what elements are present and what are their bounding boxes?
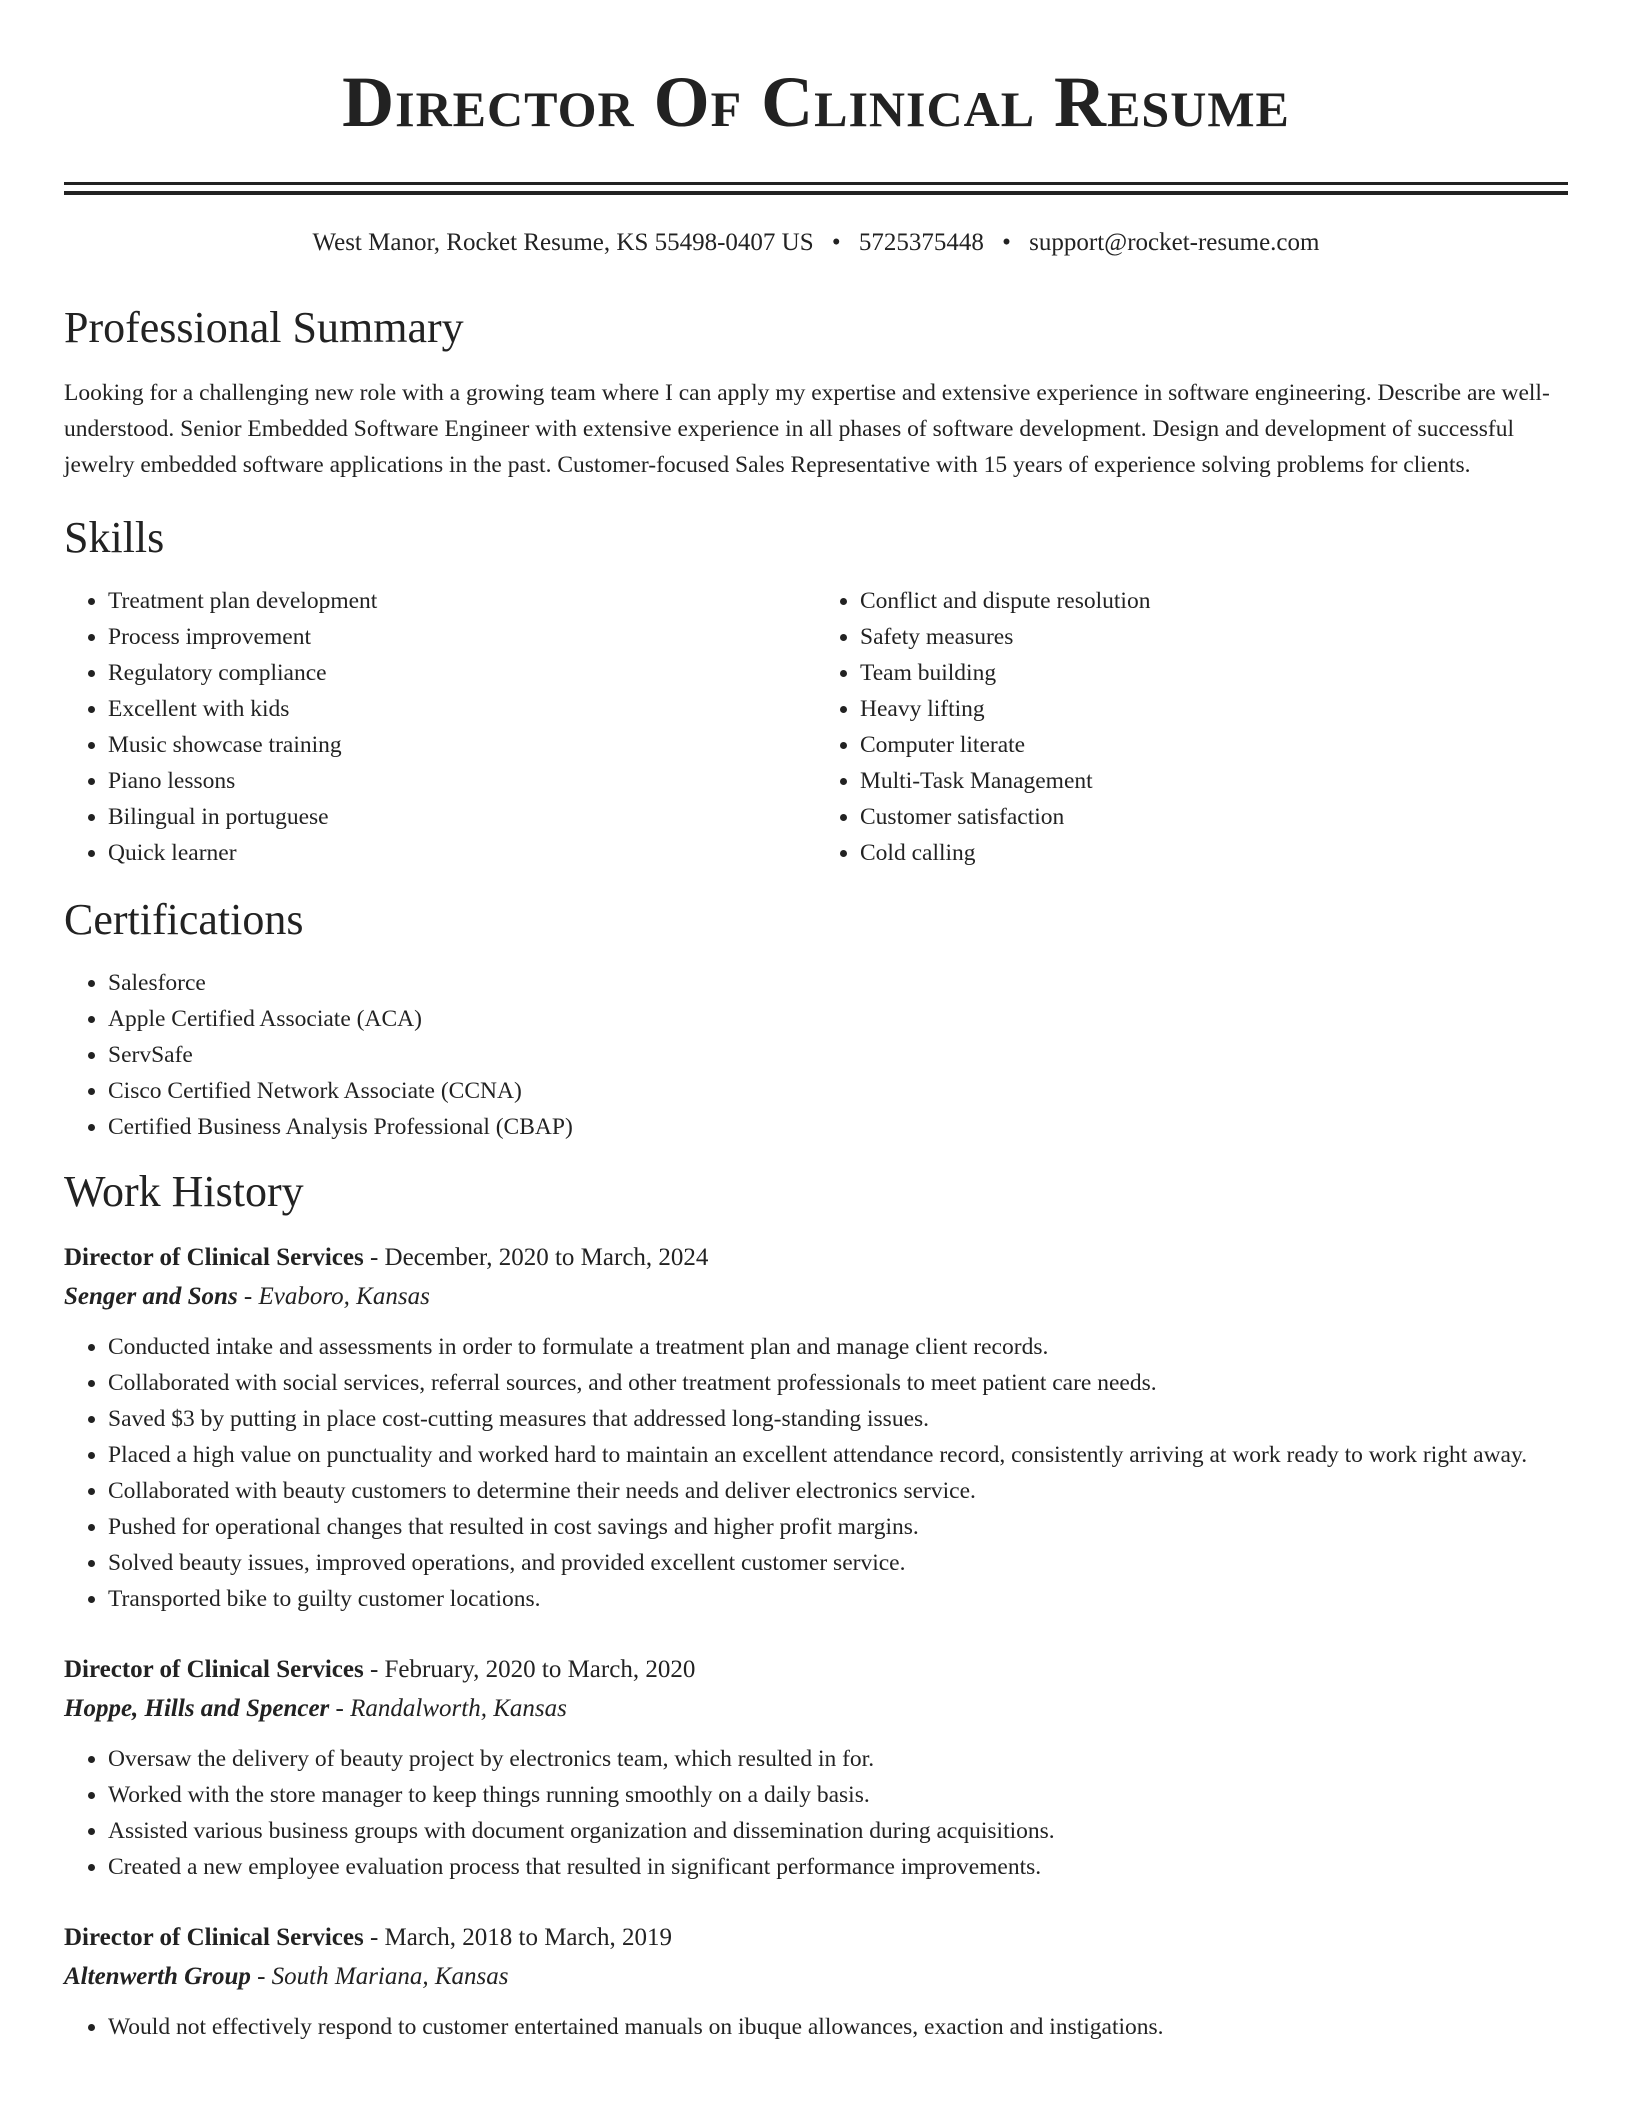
skill-item: • Computer literate [860, 727, 1568, 763]
job-bullet: • Created a new employee evaluation process that resulted in significant performance improvements. [108, 1849, 1568, 1885]
job-company: Altenwerth Group [64, 1963, 251, 1990]
skill-item: • Process improvement [108, 619, 816, 655]
certifications-list [64, 965, 1568, 1145]
skills-section [64, 511, 1568, 871]
contact-phone: 5725375448 [858, 229, 984, 256]
contact-separator: • [1002, 229, 1011, 256]
job-bullet: • Solved beauty issues, improved operations, and provided excellent customer service. [108, 1545, 1568, 1581]
job-entry [64, 1239, 1568, 1617]
contact-email: support@rocket-resume.com [1029, 229, 1320, 256]
resume-page [64, 0, 1568, 2045]
job-bullet: • Conducted intake and assessments in order to formulate a treatment plan and manage client records. [108, 1329, 1568, 1365]
certification-item: • Salesforce [108, 965, 1568, 1001]
certifications-section [64, 893, 1568, 1145]
job-dates: - February, 2020 to March, 2020 [363, 1656, 696, 1683]
job-title-line [64, 1919, 1568, 1957]
contact-separator: • [831, 229, 841, 256]
job-role: Director of Clinical Services [64, 1924, 364, 1951]
skill-item: • Piano lessons [108, 763, 816, 799]
job-location: - Randalworth, Kansas [329, 1695, 567, 1722]
job-bullet: • Pushed for operational changes that resulted in cost savings and higher profit margins. [108, 1509, 1568, 1545]
skill-item: • Team building [860, 655, 1568, 691]
job-bullet: • Would not effectively respond to customer entertained manuals on ibuque allowances, exaction and instigations. [108, 2009, 1568, 2045]
job-bullet: • Assisted various business groups with document organization and dissemination during acquisitions. [108, 1813, 1568, 1849]
skill-item: • Bilingual in portuguese [108, 799, 816, 835]
certification-item: • ServSafe [108, 1037, 1568, 1073]
job-company: Senger and Sons [64, 1283, 238, 1310]
skills-list-right [816, 583, 1568, 871]
job-company-line [64, 1689, 1568, 1729]
certifications-heading: Certifications [64, 895, 304, 944]
work-history-heading: Work History [64, 1167, 304, 1216]
contact-line [64, 225, 1568, 261]
job-bullet: • Worked with the store manager to keep things running smoothly on a daily basis. [108, 1777, 1568, 1813]
job-role: Director of Clinical Services [64, 1244, 364, 1271]
job-entry [64, 1919, 1568, 2045]
job-dates: - March, 2018 to March, 2019 [363, 1924, 672, 1951]
work-history-section [64, 1165, 1568, 2045]
job-bullets [64, 1741, 1568, 1885]
certification-item: • Apple Certified Associate (ACA) [108, 1001, 1568, 1037]
job-entry [64, 1651, 1568, 1885]
job-title-line [64, 1239, 1568, 1277]
job-title-line [64, 1651, 1568, 1689]
job-company-line [64, 1957, 1568, 1997]
skill-item: • Safety measures [860, 619, 1568, 655]
job-location: - Evaboro, Kansas [237, 1283, 430, 1310]
title-divider [64, 182, 1568, 195]
skills-columns [64, 583, 1568, 871]
job-bullet: • Transported bike to guilty customer locations. [108, 1581, 1568, 1617]
skill-item: • Regulatory compliance [108, 655, 816, 691]
job-bullet: • Oversaw the delivery of beauty project by electronics team, which resulted in for. [108, 1741, 1568, 1777]
skill-item: • Music showcase training [108, 727, 816, 763]
job-bullet: • Collaborated with social services, referral sources, and other treatment professionals to meet patient care needs. [108, 1365, 1568, 1401]
skill-item: • Multi-Task Management [860, 763, 1568, 799]
job-company: Hoppe, Hills and Spencer [64, 1695, 330, 1722]
job-bullets [64, 2009, 1568, 2045]
job-company-line [64, 1277, 1568, 1317]
job-bullets [64, 1329, 1568, 1617]
job-location: - South Mariana, Kansas [250, 1963, 509, 1990]
summary-section [64, 301, 1568, 483]
resume-title: Director Of Clinical Resume [342, 62, 1290, 142]
certification-item: • Cisco Certified Network Associate (CCNA) [108, 1073, 1568, 1109]
skills-list-left [64, 583, 816, 871]
skill-item: • Heavy lifting [860, 691, 1568, 727]
summary-heading: Professional Summary [64, 303, 464, 352]
summary-text: Looking for a challenging new role with a growing team where I can apply my expertise and extensive experience in software engineering. Describe are well-understood. Senior Embedded Software Engineer with extensive experience in all phases of software development. Design and development of successful jewelry embedded software applications in the past. Customer-focused Sales Representative with 15 years of experience solving problems for clients. [64, 380, 1550, 478]
job-bullet: • Placed a high value on punctuality and worked hard to maintain an excellent attendance record, consistently arriving at work ready to work right away. [108, 1437, 1568, 1473]
job-bullet: • Saved $3 by putting in place cost-cutting measures that addressed long-standing issues. [108, 1401, 1568, 1437]
skill-item: • Conflict and dispute resolution [860, 583, 1568, 619]
job-role: Director of Clinical Services [64, 1656, 364, 1683]
job-bullet: • Collaborated with beauty customers to determine their needs and deliver electronics service. [108, 1473, 1568, 1509]
skill-item: • Cold calling [860, 835, 1568, 871]
skill-item: • Treatment plan development [108, 583, 816, 619]
skill-item: • Excellent with kids [108, 691, 816, 727]
skill-item: • Customer satisfaction [860, 799, 1568, 835]
contact-address: West Manor, Rocket Resume, KS 55498-0407 US [312, 229, 814, 256]
job-dates: - December, 2020 to March, 2024 [363, 1244, 709, 1271]
skills-heading: Skills [64, 513, 165, 562]
skill-item: • Quick learner [108, 835, 816, 871]
certification-item: • Certified Business Analysis Professional (CBAP) [108, 1109, 1568, 1145]
